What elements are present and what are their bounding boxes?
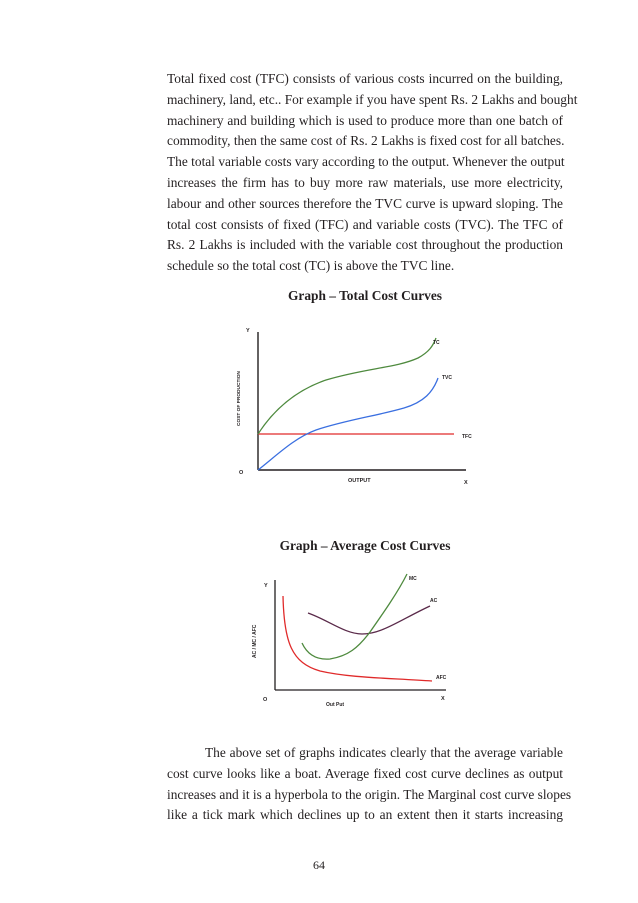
text-line: labour and other sources therefore the TVC curve is upward sloping. The	[167, 195, 563, 211]
text-line: increases and it is a hyperbola to the origin. The Marginal cost curve slopes	[167, 786, 572, 802]
x-label: X	[464, 480, 468, 486]
tc-label: TC	[433, 340, 440, 346]
text-line: commodity, then the same cost of Rs. 2 Lakhs is fixed cost for all batches.	[167, 133, 565, 149]
text-line: cost curve looks like a boat. Average fixed cost curve declines as output	[167, 765, 563, 781]
text-line: total cost consists of fixed (TFC) and variable costs (TVC). The TFC of	[167, 216, 563, 232]
text-line: Rs. 2 Lakhs is included with the variable cost throughout the production	[167, 237, 563, 253]
text-line: like a tick mark which declines up to an extent then it starts increasing	[167, 807, 563, 823]
ac-label: AC	[430, 598, 438, 604]
text-line: machinery, land, etc.. For example if you have spent Rs. 2 Lakhs and bought	[167, 91, 578, 107]
paragraph-total-fixed-cost	[167, 69, 578, 277]
text-line: Total fixed cost (TFC) consists of various costs incurred on the building,	[167, 71, 563, 86]
paragraph-average-cost	[167, 743, 572, 826]
afc-label: AFC	[436, 675, 447, 681]
tc-curve	[258, 338, 436, 434]
graph-caption-total-cost: Graph – Total Cost Curves	[287, 288, 442, 303]
y-axis-title: COST OF PRODUCTION	[237, 371, 242, 426]
origin-label: O	[263, 697, 268, 703]
graph-caption-average-cost: Graph – Average Cost Curves	[279, 538, 451, 553]
average-cost-curves-graph	[240, 568, 470, 710]
tvc-label: TVC	[442, 375, 452, 381]
afc-curve	[283, 596, 432, 681]
origin-label: O	[239, 470, 244, 476]
ac-curve	[308, 606, 430, 634]
x-axis-title: OUTPUT	[348, 478, 371, 484]
tvc-curve	[258, 378, 438, 470]
x-axis-title: Out Put	[326, 702, 345, 708]
text-line: The above set of graphs indicates clearly that the average variable	[205, 745, 563, 760]
y-label: Y	[264, 583, 268, 589]
y-axis-title: AC / MC / AFC	[252, 624, 258, 658]
text-line: increases the firm has to buy more raw materials, use more electricity,	[167, 174, 563, 190]
y-label: Y	[246, 328, 250, 334]
text-line: The total variable costs vary according to the output. Whenever the output	[167, 154, 565, 170]
x-label: X	[441, 696, 445, 702]
mc-label: MC	[409, 576, 417, 582]
text-line: schedule so the total cost (TC) is above the TVC line.	[167, 258, 455, 274]
page-number: 64	[313, 858, 325, 872]
total-cost-curves-graph	[226, 318, 486, 490]
tfc-label: TFC	[462, 434, 472, 440]
text-line: machinery and building which is used to produce more than one batch of	[167, 112, 563, 128]
